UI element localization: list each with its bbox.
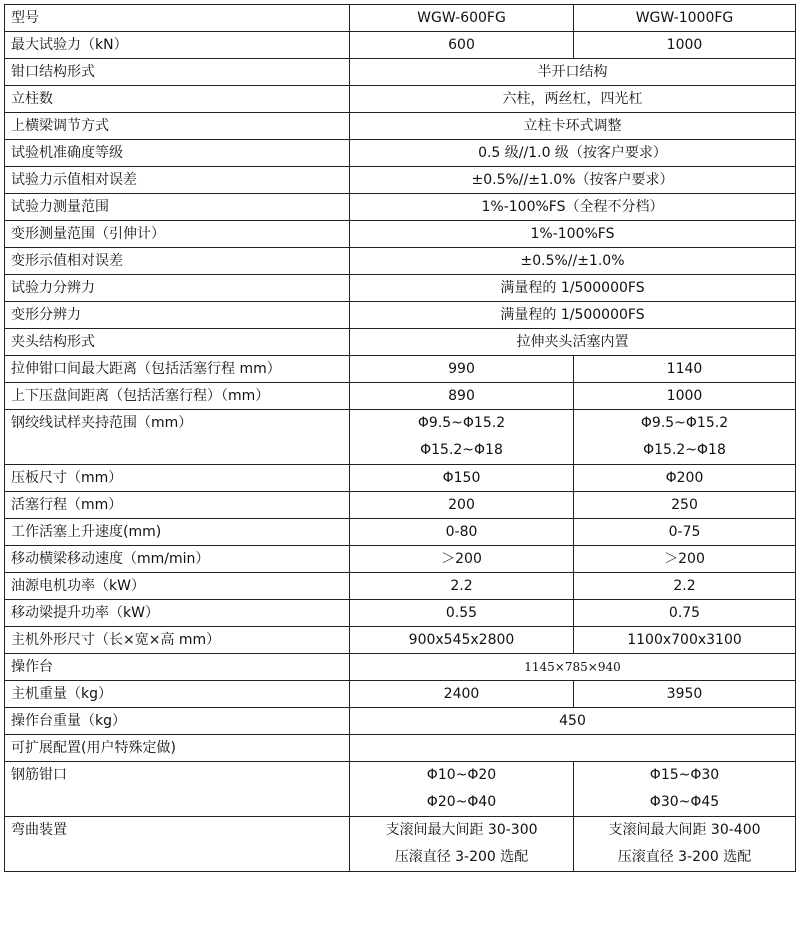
row-value-model-b xyxy=(574,410,796,465)
cell-line: Φ15~Φ30 xyxy=(649,767,720,783)
row-value-shared: 满量程的 1/500000FS xyxy=(350,302,796,329)
row-value-shared: 1145×785×940 xyxy=(350,654,796,681)
row-value-model-a: 200 xyxy=(350,492,574,519)
row-value-model-a: 2400 xyxy=(350,681,574,708)
row-value-model-a xyxy=(350,410,574,465)
row-label: 操作台重量（kg） xyxy=(5,708,350,735)
row-value-shared: 1%-100%FS xyxy=(350,221,796,248)
table-row xyxy=(5,410,796,465)
table-row xyxy=(5,167,796,194)
cell-line: Φ10~Φ20 xyxy=(426,767,497,783)
table-row xyxy=(5,140,796,167)
row-label: 弯曲装置 xyxy=(5,817,350,872)
table-row xyxy=(5,194,796,221)
table-row xyxy=(5,654,796,681)
row-value-model-a: ＞200 xyxy=(350,546,574,573)
cell-line: 压滚直径 3-200 选配 xyxy=(617,849,752,865)
row-value-model-b: 1100x700x3100 xyxy=(574,627,796,654)
table-row xyxy=(5,59,796,86)
row-label: 试验力示值相对误差 xyxy=(5,167,350,194)
row-value-model-b xyxy=(574,762,796,817)
row-label: 变形分辨力 xyxy=(5,302,350,329)
cell-line: Φ15.2~Φ18 xyxy=(643,442,726,458)
row-label: 移动梁提升功率（kW） xyxy=(5,600,350,627)
cell-line: Φ15.2~Φ18 xyxy=(420,442,503,458)
row-value-shared: 1%-100%FS（全程不分档） xyxy=(350,194,796,221)
row-label: 上下压盘间距离（包括活塞行程）（mm） xyxy=(5,383,350,410)
table-row xyxy=(5,546,796,573)
row-value-model-b: 3950 xyxy=(574,681,796,708)
row-value-model-b: 0-75 xyxy=(574,519,796,546)
table-row xyxy=(5,86,796,113)
table-row xyxy=(5,221,796,248)
row-label: 钳口结构形式 xyxy=(5,59,350,86)
table-row xyxy=(5,356,796,383)
table-row xyxy=(5,302,796,329)
row-value-shared: 满量程的 1/500000FS xyxy=(350,275,796,302)
row-value-model-a: Φ150 xyxy=(350,465,574,492)
row-label: 压板尺寸（mm） xyxy=(5,465,350,492)
row-value-model-a: 2.2 xyxy=(350,573,574,600)
table-row xyxy=(5,817,796,872)
row-label: 试验机准确度等级 xyxy=(5,140,350,167)
row-value-shared: ±0.5%//±1.0% xyxy=(350,248,796,275)
table-row xyxy=(5,275,796,302)
table-row xyxy=(5,600,796,627)
row-value-model-a: 990 xyxy=(350,356,574,383)
row-value-model-b xyxy=(574,817,796,872)
row-label: 活塞行程（mm） xyxy=(5,492,350,519)
row-label: 操作台 xyxy=(5,654,350,681)
row-value-model-a: 0-80 xyxy=(350,519,574,546)
row-label: 试验力测量范围 xyxy=(5,194,350,221)
table-row xyxy=(5,492,796,519)
table-row xyxy=(5,329,796,356)
row-label: 油源电机功率（kW） xyxy=(5,573,350,600)
row-label: 变形示值相对误差 xyxy=(5,248,350,275)
cell-line: Φ9.5~Φ15.2 xyxy=(640,415,729,431)
table-row xyxy=(5,465,796,492)
header-label: 型号 xyxy=(5,5,350,32)
table-row xyxy=(5,383,796,410)
row-value-model-b: 2.2 xyxy=(574,573,796,600)
row-value-model-a xyxy=(350,762,574,817)
row-label: 最大试验力（kN） xyxy=(5,32,350,59)
cell-line: Φ30~Φ45 xyxy=(649,794,720,810)
row-label: 立柱数 xyxy=(5,86,350,113)
cell-line: 支滚间最大间距 30-400 xyxy=(608,822,761,838)
table-row xyxy=(5,708,796,735)
table-row xyxy=(5,627,796,654)
row-label: 钢筋钳口 xyxy=(5,762,350,817)
row-value-model-b: 1140 xyxy=(574,356,796,383)
row-value-model-b: Φ200 xyxy=(574,465,796,492)
row-label: 钢绞线试样夹持范围（mm） xyxy=(5,410,350,465)
row-value-model-a: 900x545x2800 xyxy=(350,627,574,654)
row-label: 可扩展配置(用户特殊定做) xyxy=(5,735,350,762)
cell-line: 支滚间最大间距 30-300 xyxy=(385,822,538,838)
row-value-shared: 六柱，两丝杠，四光杠 xyxy=(350,86,796,113)
cell-line: Φ9.5~Φ15.2 xyxy=(417,415,506,431)
row-label: 拉伸钳口间最大距离（包括活塞行程 mm） xyxy=(5,356,350,383)
row-value-shared: 拉伸夹头活塞内置 xyxy=(350,329,796,356)
row-value-shared: 0.5 级//1.0 级（按客户要求） xyxy=(350,140,796,167)
row-value-blank xyxy=(350,735,796,762)
row-label: 移动横梁移动速度（mm/min） xyxy=(5,546,350,573)
row-value-shared: 半开口结构 xyxy=(350,59,796,86)
table-row xyxy=(5,113,796,140)
table-row xyxy=(5,519,796,546)
row-value-model-b: ＞200 xyxy=(574,546,796,573)
row-value-shared: 立柱卡环式调整 xyxy=(350,113,796,140)
row-value-model-b: 1000 xyxy=(574,32,796,59)
model-b-header: WGW-1000FG xyxy=(574,5,796,32)
header-row xyxy=(5,5,796,32)
cell-line: Φ20~Φ40 xyxy=(426,794,497,810)
row-label: 主机外形尺寸（长×宽×高 mm） xyxy=(5,627,350,654)
model-a-header: WGW-600FG xyxy=(350,5,574,32)
table-row xyxy=(5,32,796,59)
row-label: 变形测量范围（引伸计） xyxy=(5,221,350,248)
cell-line: 压滚直径 3-200 选配 xyxy=(394,849,529,865)
row-value-shared: ±0.5%//±1.0%（按客户要求） xyxy=(350,167,796,194)
row-label: 夹头结构形式 xyxy=(5,329,350,356)
spec-table xyxy=(4,4,796,872)
row-label: 试验力分辨力 xyxy=(5,275,350,302)
table-row xyxy=(5,248,796,275)
row-label: 上横梁调节方式 xyxy=(5,113,350,140)
row-value-model-a: 600 xyxy=(350,32,574,59)
row-value-shared: 450 xyxy=(350,708,796,735)
table-row xyxy=(5,681,796,708)
table-row xyxy=(5,573,796,600)
row-label: 工作活塞上升速度(mm) xyxy=(5,519,350,546)
row-value-model-a: 890 xyxy=(350,383,574,410)
row-value-model-b: 0.75 xyxy=(574,600,796,627)
row-value-model-b: 1000 xyxy=(574,383,796,410)
row-label: 主机重量（kg） xyxy=(5,681,350,708)
row-value-model-b: 250 xyxy=(574,492,796,519)
table-row xyxy=(5,762,796,817)
row-value-model-a: 0.55 xyxy=(350,600,574,627)
row-value-model-a xyxy=(350,817,574,872)
table-row xyxy=(5,735,796,762)
